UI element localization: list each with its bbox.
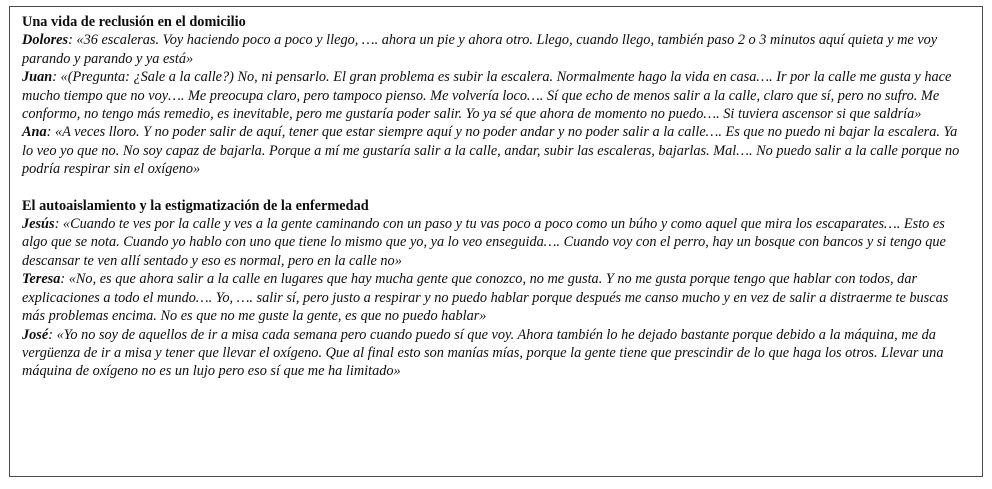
quote-paragraph bbox=[22, 123, 968, 178]
speaker-separator: : bbox=[46, 124, 55, 141]
quote-paragraph bbox=[22, 326, 968, 381]
speaker-name: José bbox=[22, 326, 49, 343]
quote-text: «No, es que ahora salir a la calle en lugares que hay mucha gente que conozco, no me gusta. Y no me gusta porque tengo que hablar con todos, dar explicaciones a todo el mundo…. Yo, …. salir sí, pero justo a respirar y no puedo hablar porque después me canso mucho y en vez de salir a distraerme te buscas más problemas encima. No es que no me guste la gente, es que no puedo hablar» bbox=[22, 271, 949, 325]
speaker-name: Juan bbox=[22, 69, 53, 86]
speaker-name: Dolores bbox=[22, 32, 69, 49]
document-frame bbox=[9, 6, 983, 477]
quote-paragraph bbox=[22, 215, 968, 270]
speaker-separator: : bbox=[52, 69, 61, 86]
quote-text: «36 escaleras. Voy haciendo poco a poco y llego, …. ahora un pie y ahora otro. Llego, cuando llego, también paso 2 o 3 minutos aquí quieta y me voy parando y parando y ya está» bbox=[22, 32, 938, 67]
section-heading-autoaislamiento: El autoaislamiento y la estigmatización de la enfermedad bbox=[22, 197, 369, 214]
speaker-separator: : bbox=[68, 32, 77, 49]
section-heading-reclusion: Una vida de reclusión en el domicilio bbox=[22, 14, 246, 30]
quote-text: «(Pregunta: ¿Sale a la calle?) No, ni pensarlo. El gran problema es subir la escalera. Normalmente hago la vida en casa…. Ir por la calle me gusta y hace mucho tiempo que no voy…. Me preocupa claro, pero tampoco pienso. Me volvería loco…. Sí que echo de menos salir a la calle, claro que sí, pero no sufro. Me conformo, no tengo más remedio, es inevitable, pero me gustaría poder salir. Yo ya sé que ahora de momento no puedo…. Si tuviera ascensor si que saldría» bbox=[22, 69, 952, 123]
quote-text: «A veces lloro. Y no poder salir de aquí, tener que estar siempre aquí y no poder andar y no poder salir a la calle…. Es que no puedo ni bajar la escalera. Ya lo veo yo que no. No soy capaz de bajarla. Porque a mí me gustaría salir a la calle, andar, subir las escaleras, bajarlas. Mal…. No puedo salir a la calle porque no podría respirar sin el oxígeno» bbox=[22, 124, 960, 178]
speaker-separator: : bbox=[54, 216, 63, 233]
quote-text: «Yo no soy de aquellos de ir a misa cada semana pero cuando puedo sí que voy. Ahora también lo he dejado bastante porque debido a la máquina, me da vergüenza de ir a misa y tener que llevar el oxígeno. Que al final esto son manías mías, porque la gente tiene que prescindir de lo que haga los otros. Llevar una máquina de oxígeno no es un lujo pero eso sí que me ha limitado» bbox=[22, 326, 944, 380]
speaker-name: Jesús bbox=[22, 216, 55, 233]
speaker-name: Ana bbox=[22, 124, 47, 141]
quote-paragraph bbox=[22, 31, 968, 68]
quote-text: «Cuando te ves por la calle y ves a la gente caminando con un paso y tu vas poco a poco como un búho y como aquel que mira los escaparates…. Esto es algo que se nota. Cuando yo hablo con uno que tiene lo mismo que yo, ya lo veo enseguida…. Cuando voy con el perro, hay un bosque con bancos y si tengo que descansar te ven allí sentado y eso es normal, pero en la calle no» bbox=[22, 216, 946, 269]
quote-paragraph bbox=[22, 270, 968, 325]
speaker-separator: : bbox=[48, 326, 57, 343]
speaker-separator: : bbox=[60, 271, 69, 288]
quote-paragraph bbox=[22, 68, 968, 123]
speaker-name: Teresa bbox=[22, 271, 61, 288]
